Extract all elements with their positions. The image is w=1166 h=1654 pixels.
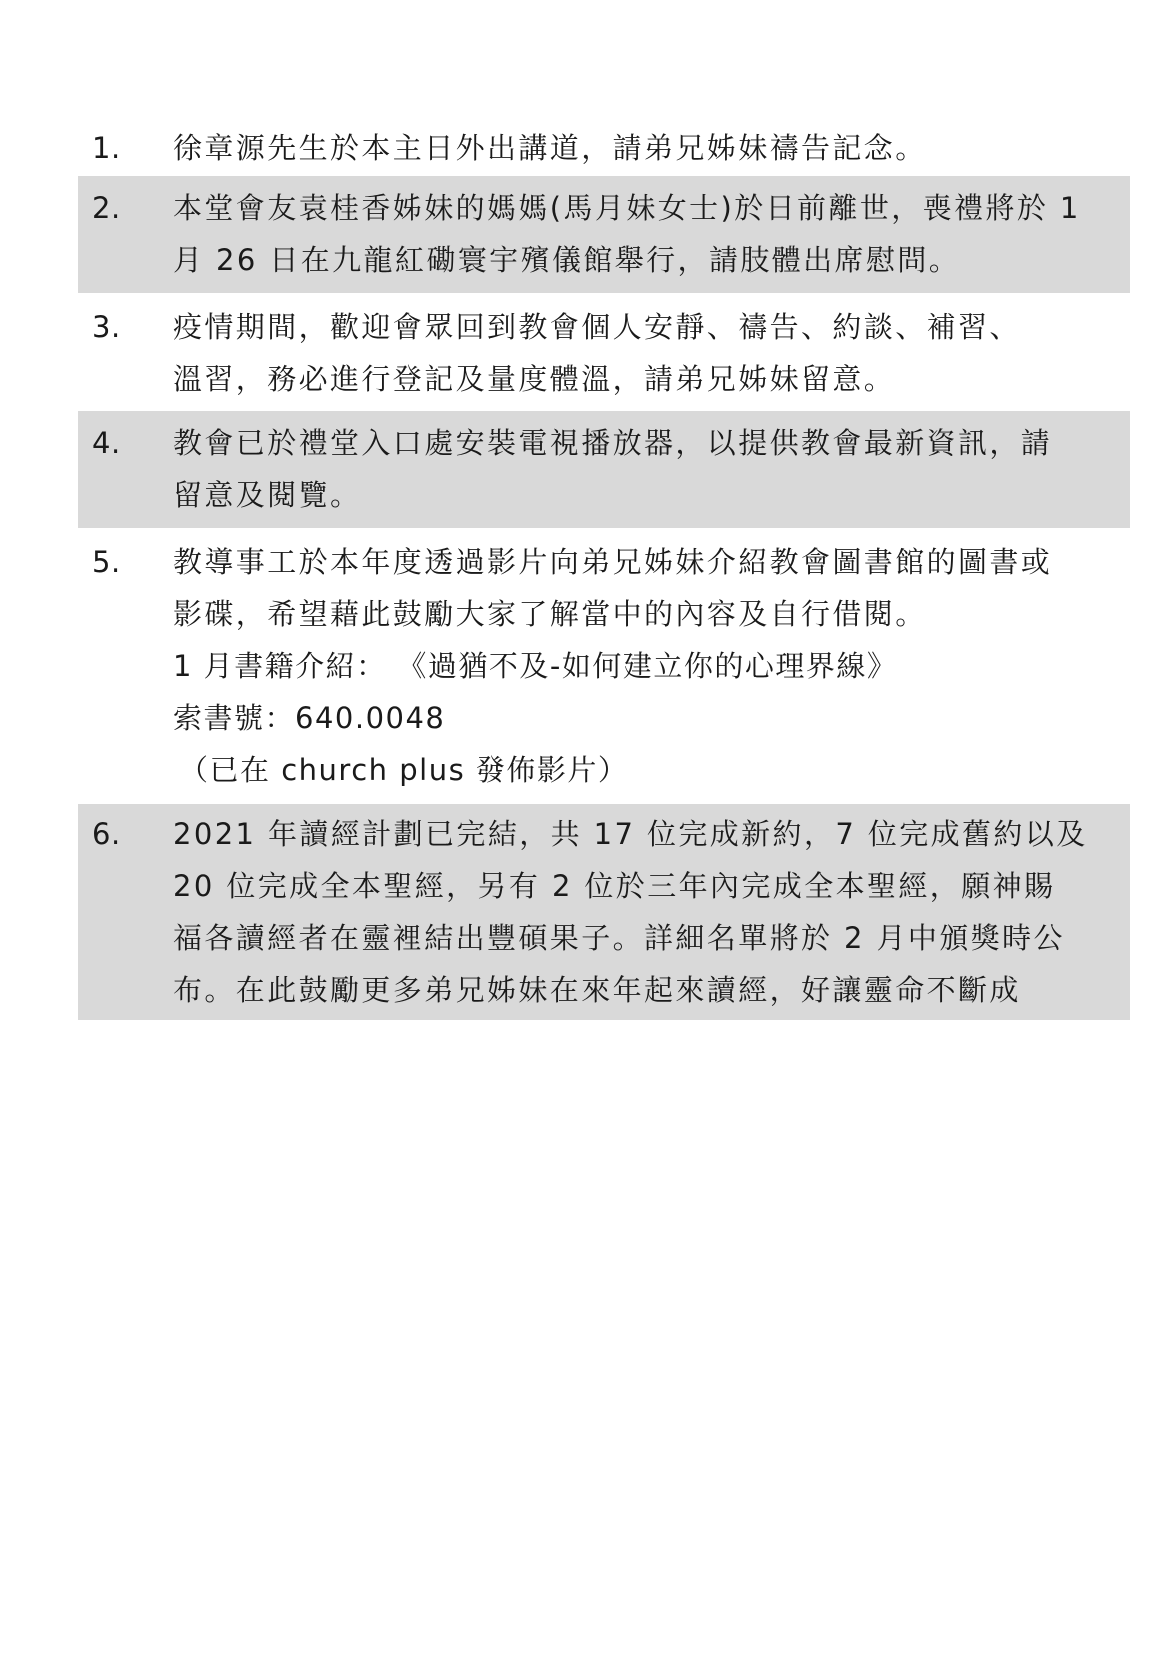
- notice-item-5: [78, 528, 1130, 804]
- notice-line: 福各讀經者在靈裡結出豐碩果子。詳細名單將於 2 月中頒獎時公: [173, 921, 1065, 955]
- notice-item-4: [78, 411, 1130, 528]
- notice-item-3: [78, 293, 1130, 411]
- notice-line: 本堂會友袁桂香姊妹的媽媽(馬月妹女士)於日前離世，喪禮將於 1: [173, 191, 1081, 225]
- notice-line: 溫習，務必進行登記及量度體溫，請弟兄姊妹留意。: [173, 362, 896, 396]
- notice-item-6: [78, 804, 1130, 1020]
- notice-line: 2021 年讀經計劃已完結，共 17 位完成新約，7 位完成舊約以及: [173, 817, 1088, 851]
- notice-number: 2.: [92, 191, 121, 225]
- notice-number: 3.: [92, 310, 121, 344]
- video-note-line: （已在 church plus 發佈影片）: [179, 753, 629, 787]
- notice-list: [78, 122, 1130, 1020]
- notice-line: 疫情期間，歡迎會眾回到教會個人安靜、禱告、約談、補習、: [173, 310, 1021, 344]
- notice-text: [173, 122, 1122, 174]
- notice-line: 月 26 日在九龍紅磡寰宇殯儀館舉行，請肢體出席慰問。: [173, 243, 961, 277]
- notice-line: 留意及閱覽。: [173, 478, 362, 512]
- notice-number: 4.: [92, 426, 121, 460]
- notice-text: [173, 293, 1122, 405]
- notice-text: [173, 176, 1122, 286]
- notice-item-2: [78, 176, 1130, 293]
- notice-line: 教導事工於本年度透過影片向弟兄姊妹介紹教會圖書館的圖書或: [173, 545, 1053, 579]
- notice-line: 教會已於禮堂入口處安裝電視播放器，以提供教會最新資訊，請: [173, 426, 1053, 460]
- notice-item-1: [78, 122, 1130, 176]
- notice-text: [173, 411, 1122, 521]
- call-number-line: 索書號：640.0048: [173, 701, 446, 735]
- notice-line: 布。在此鼓勵更多弟兄姊妹在來年起來讀經，好讓靈命不斷成: [173, 973, 1021, 1007]
- notice-number: 5.: [92, 545, 121, 579]
- book-intro-line: 1 月書籍介紹： 《過猶不及-如何建立你的心理界線》: [173, 649, 898, 683]
- notice-text: [173, 804, 1122, 1016]
- notice-line: 影碟，希望藉此鼓勵大家了解當中的內容及自行借閱。: [173, 597, 927, 631]
- notice-number: 1.: [92, 131, 121, 165]
- notice-line: 徐章源先生於本主日外出講道，請弟兄姊妹禱告記念。: [173, 131, 927, 165]
- notice-line: 20 位完成全本聖經，另有 2 位於三年內完成全本聖經，願神賜: [173, 869, 1056, 903]
- notice-number: 6.: [92, 817, 121, 851]
- notice-text: [173, 528, 1122, 796]
